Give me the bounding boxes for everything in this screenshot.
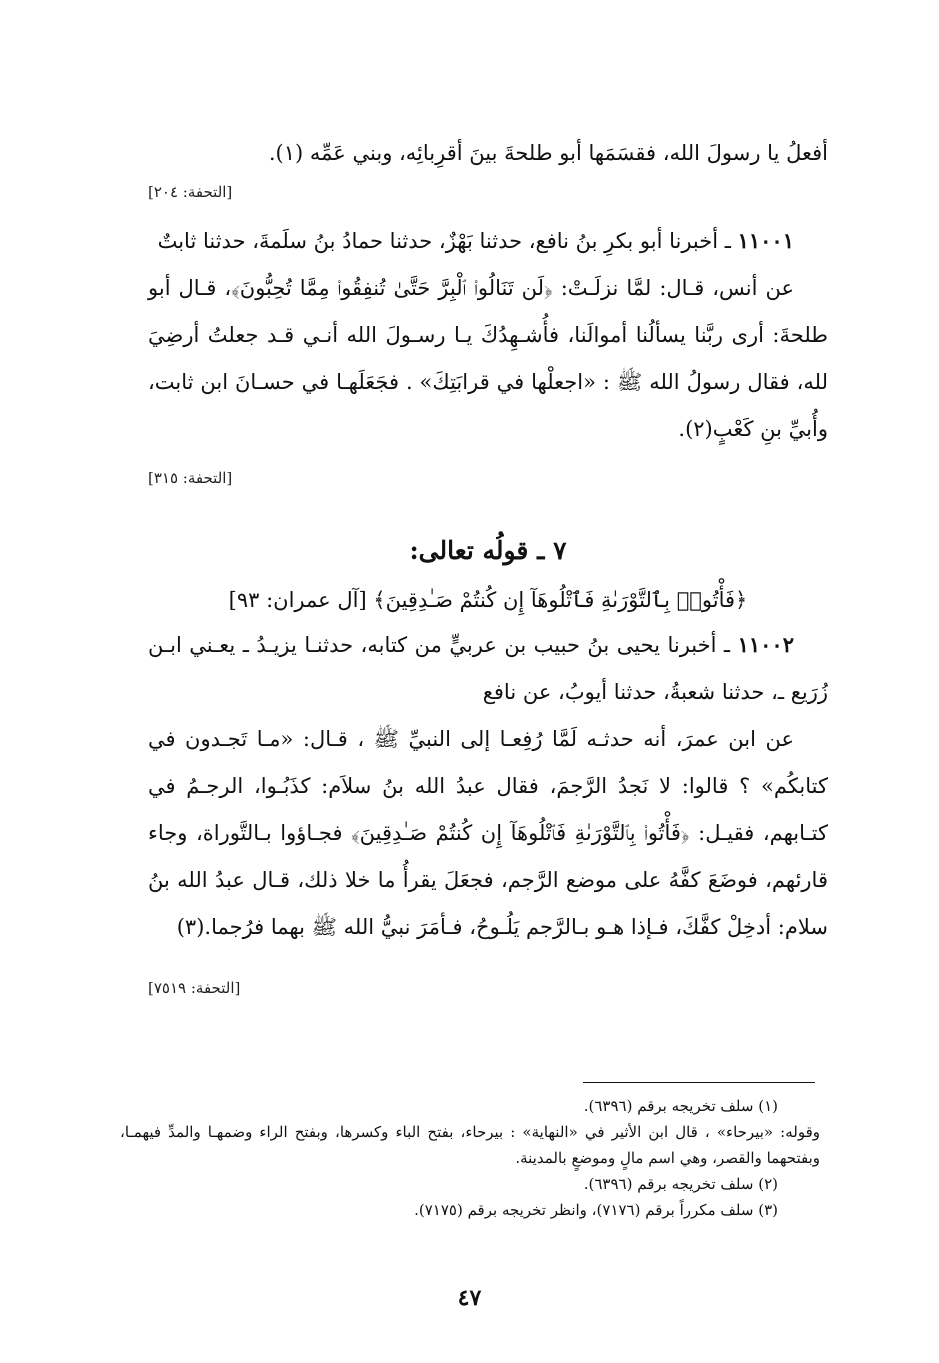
tuhfa-reference: [التحفة: ٧٥١٩]: [148, 979, 241, 997]
hadith-11002: [148, 621, 828, 716]
footnote-divider: [583, 1082, 815, 1083]
footnotes: [120, 1093, 820, 1223]
footnote-1-explanation: وقوله: «بيرحاء» ، قال ابن الأثير في «النهاية» : بيرحاء، بفتح الباء وكسرها، وبفتح الراء وضمهـا والمدِّ فيهمـا، وبفتحهما والقصر، وهي اسم مالٍ وموضعٍ بالمدينة.: [120, 1123, 820, 1167]
page-body: [148, 130, 828, 1003]
footnote-3: (٣) سلف مكرراً برقم (٧١٧٦)، وانظر تخريجه برقم (٧١٧٥).: [414, 1201, 778, 1219]
hadith-11002-matn: عن ابن عمرَ، أنه حدثـه لَمَّا رُفِعـا إلى النبيِّ ﷺ ، قـال: «مـا تَجـدون في كتابكُم» ؟ قالوا: لا نَجدُ الرَّجمَ، فقال عبدُ الله بنُ سلاَم: كذَبُـوا، الرجـمُ في كتـابهم، فقيـل: ﴿فَأْتُوا۟ بِٱلتَّوْرَىٰةِ فَٱتْلُوهَآ إِن كُنتُمْ صَـٰدِقِينَ﴾ فجـاؤوا بـالتَّوراة، وجاء قارئهم، فوضَعَ كفَّهُ على موضع الرَّجم، فجعَلَ يقرأُ ما خلا ذلك، قـال عبدُ الله بنُ سلام: أدخِلْ كفَّكَ، فـإذا هـو بـالرَّجم يَلُـوحُ، فـأمَرَ نبيُّ الله ﷺ بهما فرُجما.(٣): [148, 727, 828, 939]
tuhfa-reference: [التحفة: ٣١٥]: [148, 469, 233, 487]
tuhfa-reference: [التحفة: ٢٠٤]: [148, 183, 233, 201]
hadith-isnad: ـ أخبرنا أبو بكرِ بنُ نافع، حدثنا بَهْزٌ، حدثنا حمادُ بنُ سلَمةَ، حدثنا ثابتٌ: [157, 229, 731, 253]
hadith-11001-matn: عن أنس، قـال: لمَّا نزلَـتْ: ﴿لَن تَنَالُوا۟ ٱلْبِرَّ حَتَّىٰ تُنفِقُوا۟ مِمَّا تُحِبُّونَ﴾، قـال أبو طلحةَ: أرى ربَّنا يسألُنا أموالَنا، فأُشـهِدُكَ يـا رسـولَ الله أنـي قـد جعلتُ أرضِيَ لله، فقال رسولُ الله ﷺ : «اجعلْها في قرابَتِكَ» . فجَعَلَهـا في حسـانَ ابن ثابت، وأُبيِّ بنِ كَعْبٍ(٢).: [148, 276, 828, 441]
paragraph-continuation: أفعلُ يا رسولَ الله، فقسَمَها أبو طلحةَ بينَ أقرِبائِه، وبني عَمِّه (١).: [268, 141, 828, 165]
hadith-number: ١١٠٠٢: [737, 632, 794, 657]
hadith-11001: [148, 217, 828, 265]
quran-verse: ﴿فَأْتُوا۟ بِٱلتَّوْرَىٰةِ فَٱتْلُوهَآ إِن كُنتُمْ صَـٰدِقِينَ﴾ [آل عمران: ٩٣]: [228, 588, 748, 612]
hadith-isnad: ـ أخبرنا يحيى بنُ حبيب بن عربيٍّ من كتابه، حدثنـا يزيـدُ ـ يعـني ابـن زُرَيع ـ، حدثنا شعبةُ، حدثنا أيوبُ، عن نافع: [148, 633, 828, 704]
footnote-2: (٢) سلف تخريجه برقم (٦٣٩٦).: [583, 1175, 778, 1193]
page-number: ٤٧: [457, 1285, 482, 1311]
hadith-number: ١١٠٠١: [737, 228, 794, 253]
footnote-1: (١) سلف تخريجه برقم (٦٣٩٦).: [583, 1097, 778, 1115]
section-heading: ٧ ـ قولُه تعالى:: [409, 536, 567, 565]
